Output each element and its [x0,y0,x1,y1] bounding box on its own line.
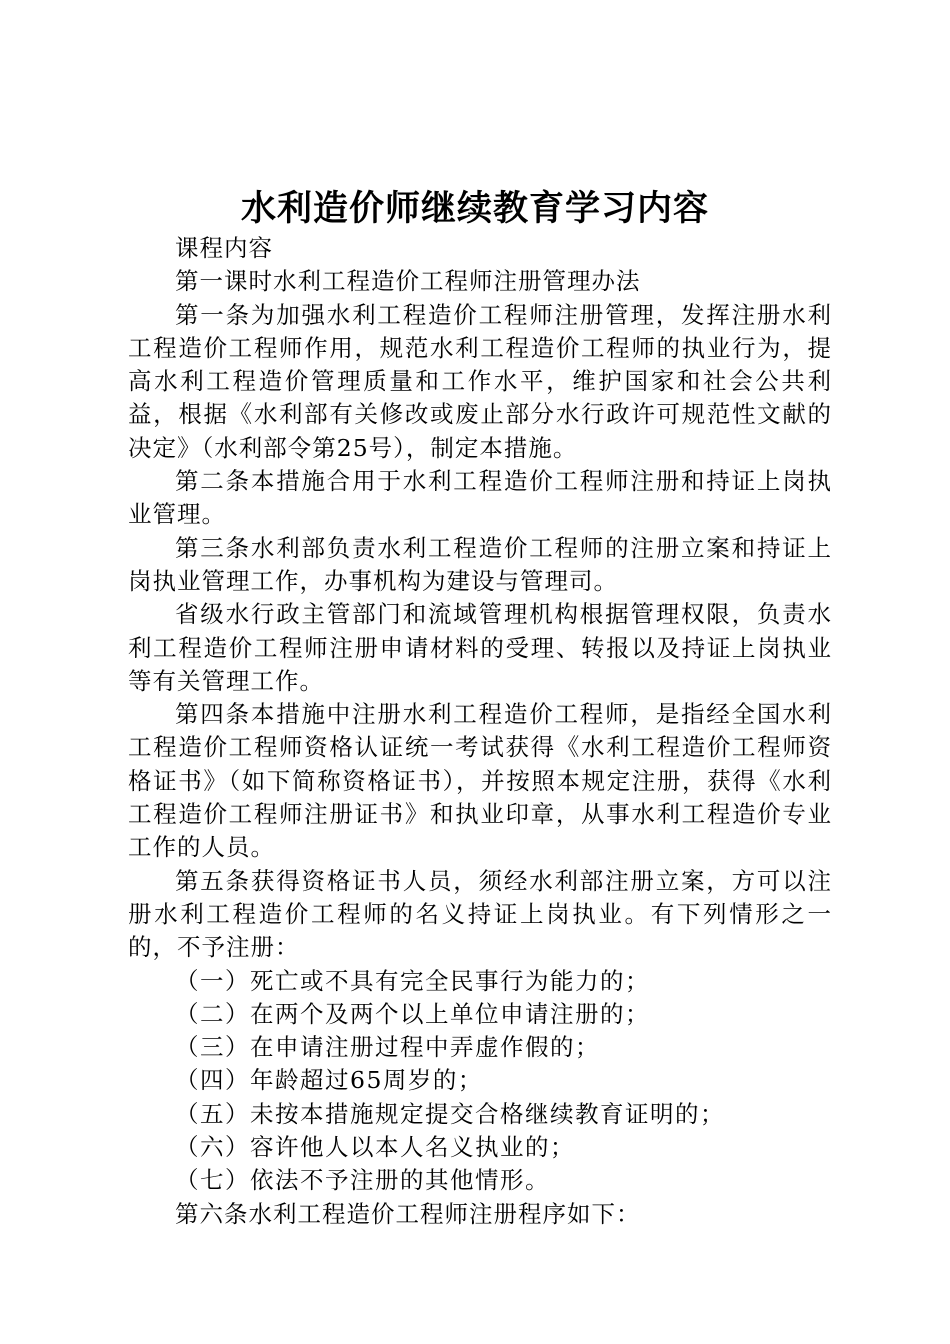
document-body [128,232,832,1231]
paragraph-course-content: 课程内容 [175,234,273,262]
paragraph-article-4: 第四条本措施中注册水利工程造价工程师，是指经全国水利工程造价工程师资格认证统一考试获得《水利工程造价工程师资格证书》（如下简称资格证书），并按照本规定注册，获得《水利工程造价工程师注册证书》和执业印章，从事水利工程造价专业工作的人员。 [128,700,832,862]
list-item-3: （三）在申请注册过程中弄虚作假的； [175,1033,600,1062]
paragraph-article-3-cont: 省级水行政主管部门和流域管理机构根据管理权限，负责水利工程造价工程师注册申请材料的受理、转报以及持证上岗执业等有关管理工作。 [128,600,832,695]
list-item-7: （七）依法不予注册的其他情形。 [175,1166,550,1195]
paragraph-lesson-heading: 第一课时水利工程造价工程师注册管理办法 [175,267,641,296]
paragraph-article-1: 第一条为加强水利工程造价工程师注册管理，发挥注册水利工程造价工程师作用，规范水利工程造价工程师的执业行为，提高水利工程造价管理质量和工作水平，维护国家和社会公共利益，根据《水利部有关修改或废止部分水行政许可规范性文献的决定》（水利部令第25号），制定本措施。 [128,300,832,462]
paragraph-article-5: 第五条获得资格证书人员，须经水利部注册立案，方可以注册水利工程造价工程师的名义持证上岗执业。有下列情形之一的，不予注册： [128,866,832,962]
paragraph-article-6: 第六条水利工程造价工程师注册程序如下： [175,1199,641,1228]
list-item-2: （二）在两个及两个以上单位申请注册的； [175,999,650,1028]
paragraph-article-3: 第三条水利部负责水利工程造价工程师的注册立案和持证上岗执业管理工作，办事机构为建设与管理司。 [128,533,832,595]
paragraph-article-2: 第二条本措施合用于水利工程造价工程师注册和持证上岗执业管理。 [128,467,832,529]
list-item-1: （一）死亡或不具有完全民事行为能力的； [175,966,650,995]
list-item-4: （四）年龄超过65周岁的； [175,1066,483,1095]
list-item-6: （六）容许他人以本人名义执业的； [175,1133,575,1162]
list-item-5: （五）未按本措施规定提交合格继续教育证明的； [175,1099,725,1128]
document-title: 水利造价师继续教育学习内容 [240,189,709,229]
